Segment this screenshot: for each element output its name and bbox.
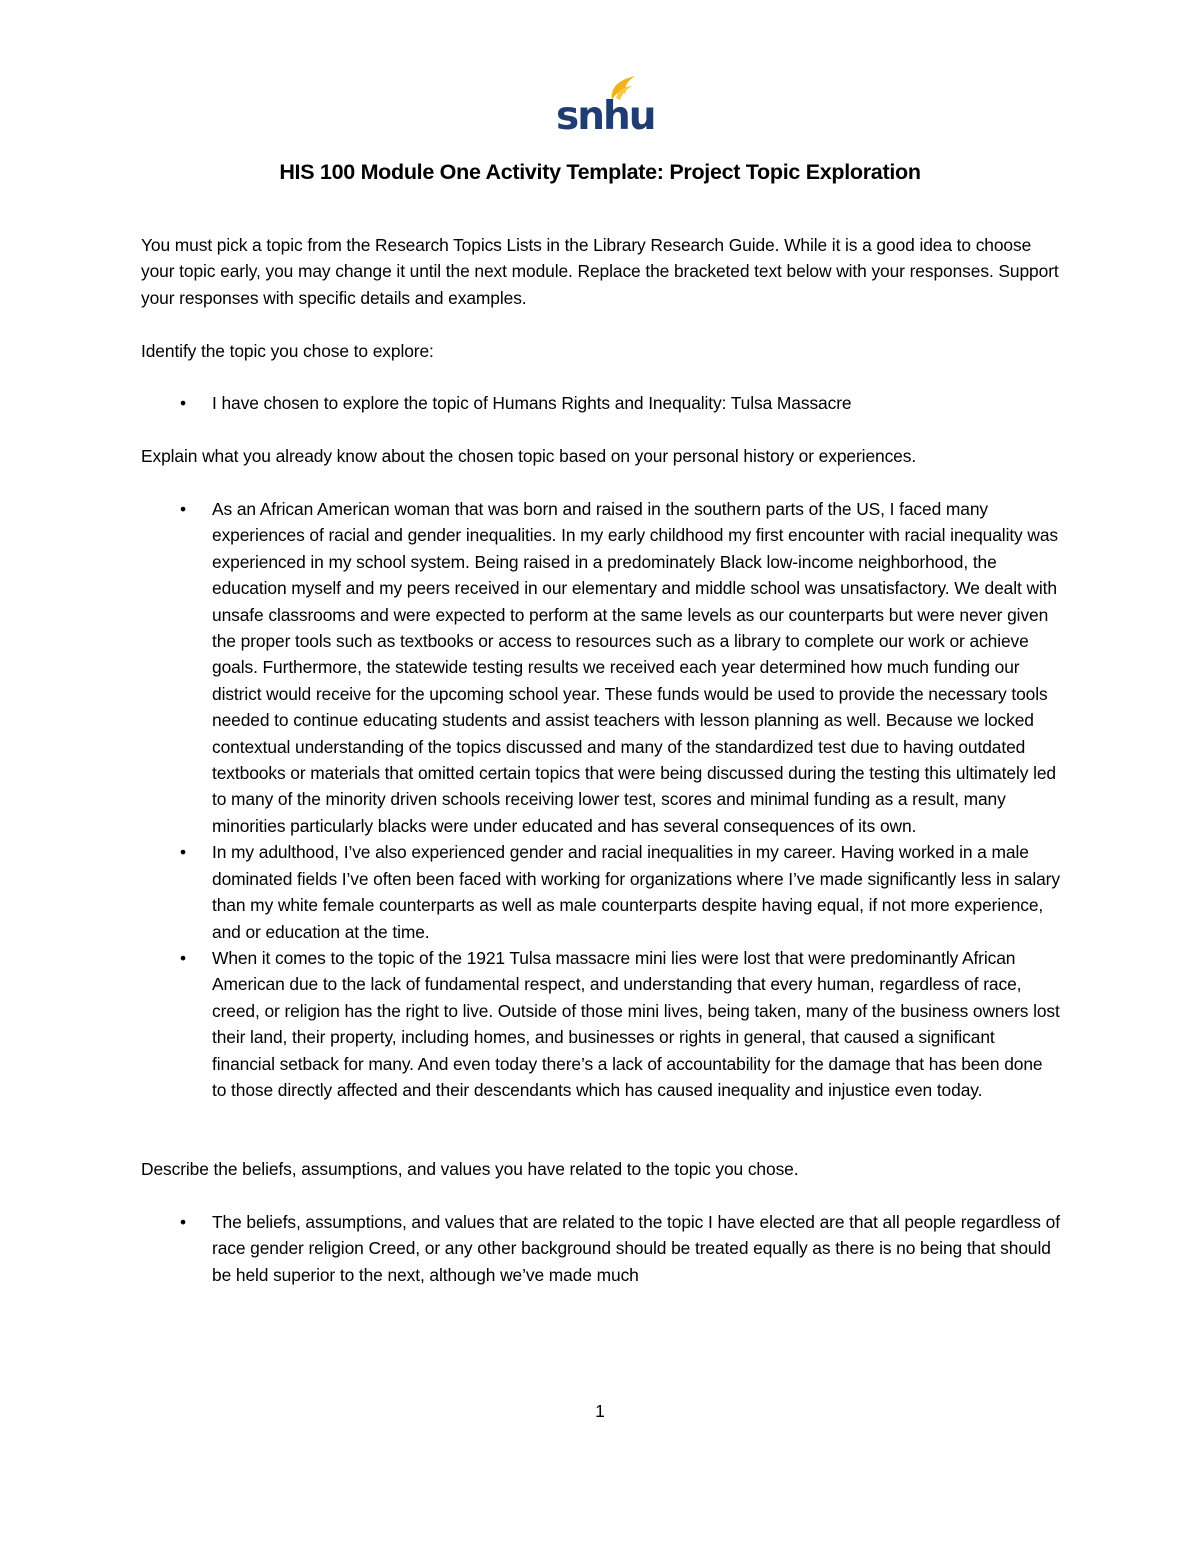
snhu-logo: [556, 74, 655, 139]
list-item-text: In my adulthood, I’ve also experienced gender and racial inequalities in my career. Having worked in a male dominated fields I’ve often been faced with working for organizations where I’ve made significantly less in salary than my white female counterparts as well as male counterparts despite having equal, if not more experience, and or education at the time.: [212, 842, 1060, 942]
bullet-glyph: •: [180, 499, 186, 519]
list-item: [141, 1209, 1061, 1288]
bullet-glyph: •: [180, 393, 186, 414]
bullet-list: [141, 496, 1061, 1103]
list-item: [141, 390, 1061, 416]
document-title: HIS 100 Module One Activity Template: Project Topic Exploration: [279, 160, 921, 184]
bullet-glyph: •: [180, 1211, 186, 1232]
bullet-list: [141, 1209, 1061, 1288]
list-item: [141, 945, 1061, 1103]
bullet-list: [141, 390, 1061, 416]
list-item-text: When it comes to the topic of the 1921 Tulsa massacre mini lies were lost that were predominantly African American due to the lack of fundamental respect, and understanding that every human, regardless of race, creed, or religion has the right to live. Outside of those mini lives, being taken, many of the business owners lost their land, their property, including homes, and businesses or rights in general, that caused a significant financial setback for many. And even today there’s a lack of accountability for the damage that has been done to those directly affected and their descendants which has caused inequality and injustice even today.: [212, 947, 1060, 1100]
list-item-text: As an African American woman that was born and raised in the southern parts of the US, I faced many experiences of racial and gender inequalities. In my early childhood my first encounter with racial inequality was experienced in my school system. Being raised in a predominately Black low-income neighborhood, the education myself and my peers received in our elementary and middle school was unsatisfactory. We dealt with unsafe classrooms and were expected to perform at the same levels as our counterparts but were never given the proper tools such as textbooks or access to resources such as a library to complete our work or achieve goals. Furthermore, the statewide testing results we received each year determined how much funding our district would receive for the upcoming school year. These funds would be used to provide the necessary tools needed to continue educating students and assist teachers with lesson planning as well. Because we locked contextual understanding of the topics discussed and many of the standardized test due to having outdated textbooks or materials that omitted certain topics that were being discussed during the testing this ultimately led to many of the minority driven schools receiving lower test, scores and minimal funding as a result, many minorities particularly blacks were under educated and has several consequences of its own.: [212, 499, 1059, 836]
list-item: [141, 496, 1061, 839]
list-item-text: The beliefs, assumptions, and values that are related to the topic I have elected are that all people regardless of race gender religion Creed, or any other background should be treated equally as there is no being that should be held superior to the next, although we’ve made much: [212, 1211, 1060, 1285]
section-prompt: Describe the beliefs, assumptions, and values you have related to the topic you chose.: [141, 1159, 799, 1180]
list-item: [141, 839, 1061, 945]
section-prompt: Explain what you already know about the chosen topic based on your personal history or experiences.: [141, 446, 917, 467]
logo-wordmark: snhu: [556, 94, 655, 139]
flame-leaf-icon: [556, 74, 655, 139]
document-body: [141, 232, 1061, 1315]
intro-paragraph: You must pick a topic from the Research Topics Lists in the Library Research Guide. While it is a good idea to choose your topic early, you may change it until the next module. Replace the bracketed text below with your responses. Support your responses with specific details and examples.: [141, 235, 1059, 308]
section-prompt: Identify the topic you chose to explore:: [141, 340, 434, 361]
bullet-glyph: •: [180, 947, 186, 968]
list-item-text: I have chosen to explore the topic of Humans Rights and Inequality: Tulsa Massacre: [212, 393, 852, 414]
bullet-glyph: •: [180, 842, 186, 863]
page-number: 1: [595, 1401, 605, 1421]
